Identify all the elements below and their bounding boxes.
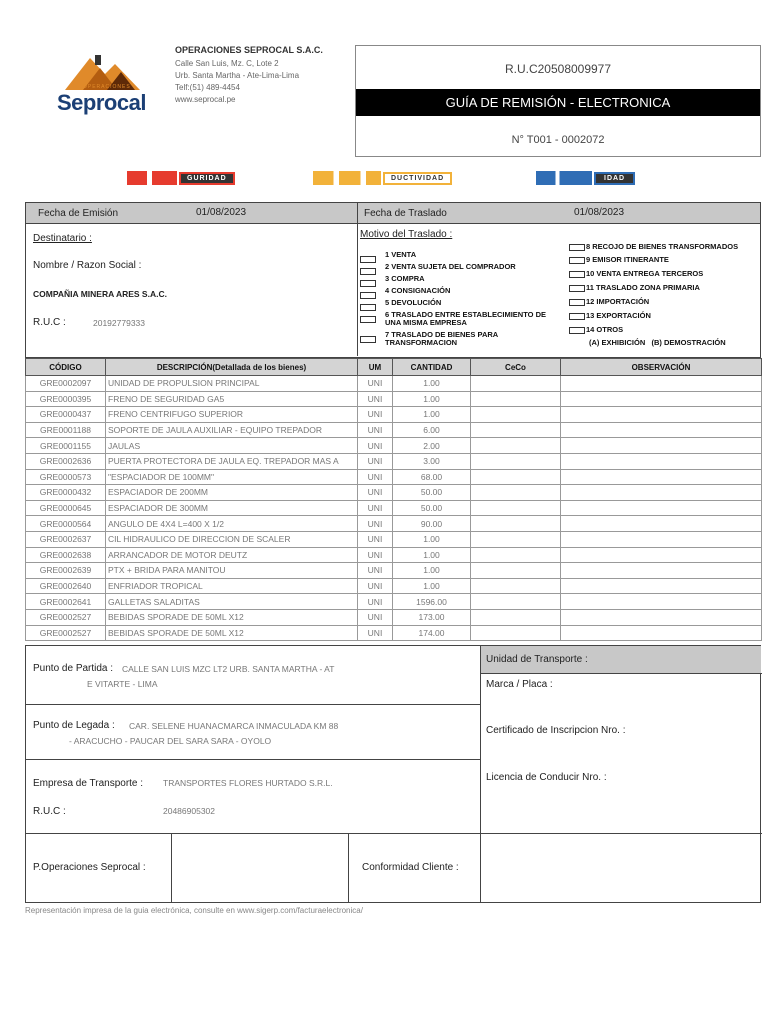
cell-codigo: GRE0002638 <box>26 547 106 563</box>
cell-codigo: GRE0001155 <box>26 438 106 454</box>
cell-observacion <box>561 407 762 423</box>
cell-cantidad: 1596.00 <box>393 594 471 610</box>
cell-ceco <box>471 438 561 454</box>
motivo-item: 6 TRASLADO ENTRE ESTABLECIMIENTO DE UNA MISMA EMPRESA <box>360 309 570 329</box>
table-row <box>26 578 762 594</box>
nombre-label: Nombre / Razon Social : <box>33 260 142 271</box>
cell-ceco <box>471 625 561 641</box>
cell-um: UNI <box>358 453 393 469</box>
cell-um: UNI <box>358 469 393 485</box>
cell-cantidad: 174.00 <box>393 625 471 641</box>
cell-cantidad: 1.00 <box>393 407 471 423</box>
cell-observacion <box>561 438 762 454</box>
cell-descripcion: ESPACIADOR DE 300MM <box>106 500 358 516</box>
motivo-item: 5 DEVOLUCIÓN <box>360 297 570 309</box>
motivo-item: 4 CONSIGNACIÓN <box>360 285 570 297</box>
cell-um: UNI <box>358 485 393 501</box>
cell-ceco <box>471 376 561 392</box>
col-ceco: CeCo <box>471 359 561 376</box>
cell-cantidad: 1.00 <box>393 391 471 407</box>
checkbox[interactable] <box>569 257 585 264</box>
doc-title: GUÍA DE REMISIÓN - ELECTRONICA <box>356 89 760 116</box>
cell-codigo: GRE0001188 <box>26 422 106 438</box>
empresa-value: TRANSPORTES FLORES HURTADO S.R.L. <box>163 778 333 788</box>
checkbox[interactable] <box>360 304 376 311</box>
motivo-left-list <box>360 249 570 349</box>
logo-subtext: OPERACIONES <box>83 84 131 90</box>
table-row <box>26 469 762 485</box>
checkbox[interactable] <box>360 316 376 323</box>
transport-ruc: 20486905302 <box>163 806 216 816</box>
cell-cantidad: 50.00 <box>393 500 471 516</box>
motivo-item: 13 EXPORTACIÓN <box>569 309 759 323</box>
slogan-seguridad <box>127 170 235 186</box>
cell-um: UNI <box>358 516 393 532</box>
company-address2: Urb. Santa Martha - Ate-Lima-Lima <box>175 71 300 80</box>
cell-descripcion: GALLETAS SALADITAS <box>106 594 358 610</box>
cell-observacion <box>561 594 762 610</box>
cell-ceco <box>471 391 561 407</box>
table-row <box>26 376 762 392</box>
motivo-item: 14 OTROS <box>569 323 759 337</box>
slogan-productividad <box>313 170 452 186</box>
checkbox[interactable] <box>569 244 585 251</box>
cell-descripcion: JAULAS <box>106 438 358 454</box>
cell-descripcion: ARRANCADOR DE MOTOR DEUTZ <box>106 547 358 563</box>
cell-descripcion: UNIDAD DE PROPULSION PRINCIPAL <box>106 376 358 392</box>
cell-cantidad: 6.00 <box>393 422 471 438</box>
cell-cantidad: 1.00 <box>393 531 471 547</box>
doc-header-box <box>355 45 761 157</box>
table-header-row <box>26 359 762 376</box>
company-info <box>175 45 323 106</box>
col-observacion: OBSERVACIÓN <box>561 359 762 376</box>
cell-descripcion: PUERTA PROTECTORA DE JAULA EQ. TREPADOR MAS A <box>106 453 358 469</box>
cell-cantidad: 1.00 <box>393 578 471 594</box>
col-um: UM <box>358 359 393 376</box>
cell-codigo: GRE0002637 <box>26 531 106 547</box>
llegada-line2: - ARACUCHO - PAUCAR DEL SARA SARA - OYOLO <box>69 736 272 746</box>
partida-line1: CALLE SAN LUIS MZC LT2 URB. SANTA MARTHA - AT <box>122 664 335 674</box>
empresa-label: Empresa de Transporte : <box>33 778 144 789</box>
table-row <box>26 500 762 516</box>
cell-cantidad: 1.00 <box>393 563 471 579</box>
cell-codigo: GRE0002527 <box>26 625 106 641</box>
cell-codigo: GRE0002527 <box>26 609 106 625</box>
cell-cantidad: 68.00 <box>393 469 471 485</box>
cell-ceco <box>471 485 561 501</box>
footer-note: Representación impresa de la guia electrónica, consulte en www.sigerp.com/facturaelectronica/ <box>25 906 363 915</box>
cell-descripcion: FRENO CENTRIFUGO SUPERIOR <box>106 407 358 423</box>
cell-um: UNI <box>358 563 393 579</box>
cell-observacion <box>561 625 762 641</box>
table-row <box>26 422 762 438</box>
llegada-label: Punto de Legada : <box>33 720 115 731</box>
cell-um: UNI <box>358 376 393 392</box>
cell-um: UNI <box>358 407 393 423</box>
cell-ceco <box>471 422 561 438</box>
cell-um: UNI <box>358 500 393 516</box>
fecha-emision-label: Fecha de Emisión <box>38 208 119 219</box>
cell-ceco <box>471 563 561 579</box>
cell-ceco <box>471 578 561 594</box>
cell-observacion <box>561 531 762 547</box>
transport-section <box>25 645 761 903</box>
cell-observacion <box>561 485 762 501</box>
cell-ceco <box>471 594 561 610</box>
destinatario-label: Destinatario : <box>33 233 92 244</box>
table-row <box>26 407 762 423</box>
table-row <box>26 438 762 454</box>
table-row <box>26 625 762 641</box>
cell-ceco <box>471 453 561 469</box>
cell-codigo: GRE0002097 <box>26 376 106 392</box>
cell-um: UNI <box>358 391 393 407</box>
slogan-text: DUCTIVIDAD <box>383 172 452 185</box>
company-name: OPERACIONES SEPROCAL S.A.C. <box>175 45 323 55</box>
cell-cantidad: 1.00 <box>393 547 471 563</box>
motivo-right-list <box>569 241 759 347</box>
cell-descripcion: BEBIDAS SPORADE DE 50ML X12 <box>106 609 358 625</box>
cell-codigo: GRE0000645 <box>26 500 106 516</box>
cell-ceco <box>471 469 561 485</box>
cell-cantidad: 50.00 <box>393 485 471 501</box>
col-cantidad: CANTIDAD <box>393 359 471 376</box>
cell-observacion <box>561 516 762 532</box>
cell-um: UNI <box>358 625 393 641</box>
cell-descripcion: SOPORTE DE JAULA AUXILIAR - EQUIPO TREPADOR <box>106 422 358 438</box>
table-row <box>26 516 762 532</box>
cell-descripcion: ESPACIADOR DE 200MM <box>106 485 358 501</box>
col-descripcion: DESCRIPCIÓN(Detallada de los bienes) <box>106 359 358 376</box>
cell-um: UNI <box>358 609 393 625</box>
cell-um: UNI <box>358 547 393 563</box>
cell-codigo: GRE0002641 <box>26 594 106 610</box>
cell-cantidad: 2.00 <box>393 438 471 454</box>
cell-um: UNI <box>358 438 393 454</box>
slogan-text: IDAD <box>594 172 635 185</box>
licencia-label: Licencia de Conducir Nro. : <box>486 772 607 783</box>
motivo-item: 7 TRASLADO DE BIENES PARA TRANSFORMACION <box>360 329 570 349</box>
partida-label: Punto de Partida : <box>33 663 114 674</box>
checkbox[interactable] <box>569 271 585 278</box>
date-row <box>25 202 761 224</box>
table-row <box>26 531 762 547</box>
table-row <box>26 485 762 501</box>
cell-observacion <box>561 376 762 392</box>
cell-observacion <box>561 391 762 407</box>
fecha-traslado-value: 01/08/2023 <box>574 207 625 218</box>
slogan-block-icon <box>536 171 592 185</box>
company-phone: Telf:(51) 489-4454 <box>175 83 240 92</box>
checkbox[interactable] <box>569 313 585 320</box>
cell-ceco <box>471 516 561 532</box>
motivo-extra: (A) EXHIBICIÓN (B) DEMOSTRACIÓN <box>589 338 726 347</box>
cell-codigo: GRE0002639 <box>26 563 106 579</box>
table-row <box>26 563 762 579</box>
cell-observacion <box>561 453 762 469</box>
cell-observacion <box>561 500 762 516</box>
logo-text: Seprocal <box>57 90 146 115</box>
cell-um: UNI <box>358 578 393 594</box>
motivo-item: 3 COMPRA <box>360 273 570 285</box>
cell-codigo: GRE0000432 <box>26 485 106 501</box>
company-logo <box>55 50 150 120</box>
cell-descripcion: ANGULO DE 4X4 L=400 X 1/2 <box>106 516 358 532</box>
marca-label: Marca / Placa : <box>486 679 553 690</box>
cell-observacion <box>561 609 762 625</box>
motivo-item: 10 VENTA ENTREGA TERCEROS <box>569 267 759 281</box>
cell-ceco <box>471 547 561 563</box>
table-row <box>26 453 762 469</box>
slogan-calidad <box>536 170 635 186</box>
cell-observacion <box>561 469 762 485</box>
cell-descripcion: CIL HIDRAULICO DE DIRECCION DE SCALER <box>106 531 358 547</box>
doc-ruc: R.U.C20508009977 <box>504 62 612 76</box>
cell-um: UNI <box>358 422 393 438</box>
motivo-item: 11 TRASLADO ZONA PRIMARIA <box>569 281 759 295</box>
items-table <box>25 358 762 641</box>
cell-descripcion: PTX + BRIDA PARA MANITOU <box>106 563 358 579</box>
sign-cliente-label: Conformidad Cliente : <box>362 862 459 873</box>
company-web: www.seprocal.pe <box>175 95 236 104</box>
cell-codigo: GRE0000395 <box>26 391 106 407</box>
table-row <box>26 547 762 563</box>
certificado-label: Certificado de Inscripcion Nro. : <box>486 725 626 736</box>
cell-ceco <box>471 500 561 516</box>
cell-descripcion: BEBIDAS SPORADE DE 50ML X12 <box>106 625 358 641</box>
cell-ceco <box>471 609 561 625</box>
cell-codigo: GRE0000573 <box>26 469 106 485</box>
recipient-ruc: 20192779333 <box>93 318 146 328</box>
cell-descripcion: FRENO DE SEGURIDAD GA5 <box>106 391 358 407</box>
doc-number: N° T001 - 0002072 <box>511 134 605 146</box>
checkbox[interactable] <box>360 256 376 263</box>
motivo-label: Motivo del Traslado : <box>360 229 453 240</box>
checkbox[interactable] <box>360 292 376 299</box>
slogan-block-icon <box>127 171 177 185</box>
fecha-emision-value: 01/08/2023 <box>196 207 247 218</box>
cell-codigo: GRE0002636 <box>26 453 106 469</box>
transport-ruc-label: R.U.C : <box>33 806 66 817</box>
cell-descripcion: ENFRIADOR TROPICAL <box>106 578 358 594</box>
checkbox[interactable] <box>569 327 585 334</box>
cell-observacion <box>561 422 762 438</box>
company-address1: Calle San Luis, Mz. C, Lote 2 <box>175 59 279 68</box>
checkbox[interactable] <box>569 299 585 306</box>
cell-cantidad: 3.00 <box>393 453 471 469</box>
cell-um: UNI <box>358 531 393 547</box>
partida-line2: E VITARTE - LIMA <box>87 679 158 689</box>
cell-ceco <box>471 531 561 547</box>
cell-observacion <box>561 563 762 579</box>
recipient-name: COMPAÑIA MINERA ARES S.A.C. <box>33 289 167 299</box>
cell-cantidad: 90.00 <box>393 516 471 532</box>
slogan-block-icon <box>313 171 381 185</box>
cell-codigo: GRE0000564 <box>26 516 106 532</box>
motivo-item: 8 RECOJO DE BIENES TRANSFORMADOS <box>569 241 759 253</box>
col-codigo: CÓDIGO <box>26 359 106 376</box>
cell-codigo: GRE0000437 <box>26 407 106 423</box>
cell-descripcion: "ESPACIADOR DE 100MM" <box>106 469 358 485</box>
checkbox[interactable] <box>360 268 376 275</box>
llegada-line1: CAR. SELENE HUANACMARCA INMACULADA KM 88 <box>129 721 339 731</box>
sign-seprocal-label: P.Operaciones Seprocal : <box>33 862 146 873</box>
table-row <box>26 609 762 625</box>
cell-cantidad: 173.00 <box>393 609 471 625</box>
recipient-ruc-label: R.U.C : <box>33 317 66 328</box>
motivo-item: 1 VENTA <box>360 249 570 261</box>
cell-um: UNI <box>358 594 393 610</box>
cell-codigo: GRE0002640 <box>26 578 106 594</box>
motivo-item: 2 VENTA SUJETA DEL COMPRADOR <box>360 261 570 273</box>
slogan-text: GURIDAD <box>179 172 235 185</box>
motivo-item: 9 EMISOR ITINERANTE <box>569 253 759 267</box>
checkbox[interactable] <box>360 336 376 343</box>
cell-ceco <box>471 407 561 423</box>
motivo-item: 12 IMPORTACIÓN <box>569 295 759 309</box>
checkbox[interactable] <box>360 280 376 287</box>
table-row <box>26 594 762 610</box>
checkbox[interactable] <box>569 285 585 292</box>
table-row <box>26 391 762 407</box>
cell-cantidad: 1.00 <box>393 376 471 392</box>
unidad-label: Unidad de Transporte : <box>486 654 588 665</box>
cell-observacion <box>561 578 762 594</box>
cell-observacion <box>561 547 762 563</box>
recipient-motivo-box <box>25 223 761 358</box>
fecha-traslado-label: Fecha de Traslado <box>364 208 447 219</box>
